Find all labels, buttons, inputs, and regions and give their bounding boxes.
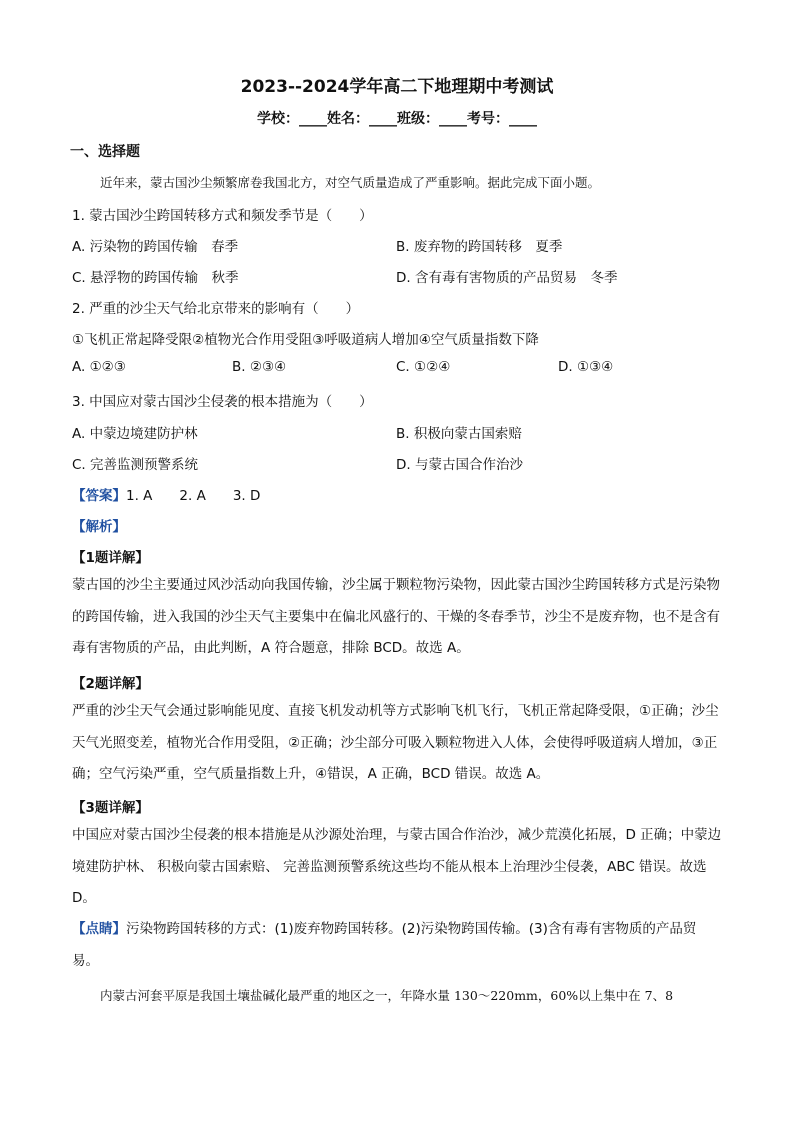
question-2-option-c: C. ①②④ <box>396 359 451 375</box>
section-heading: 一、选择题 <box>70 144 140 160</box>
question-2-option-d: D. ①③④ <box>558 359 614 375</box>
passage-2-intro: 内蒙古河套平原是我国土壤盐碱化最严重的地区之一，年降水量 130～220mm，60%以上集中在 7、8 <box>100 988 674 1003</box>
question-1-option-b: B. 废弃物的跨国转移 夏季 <box>396 239 563 255</box>
detail-2-text: 严重的沙尘天气会通过影响能见度、直接飞机发动机等方式影响飞机飞行，飞机正常起降受限，①正确；沙尘天气光照变差，植物光合作用受阻，②正确；沙尘部分可吸入颗粒物进入人体，会使得呼吸道病人增加，③正确；空气污染严重，空气质量指数上升，④错误，A 正确，BCD 错误。故选 A。 <box>72 703 719 782</box>
question-3-option-b: B. 积极向蒙古国索赔 <box>396 426 522 442</box>
question-3-option-c: C. 完善监测预警系统 <box>72 457 199 473</box>
question-1-stem: 1. 蒙古国沙尘跨国转移方式和频发季节是（ ） <box>72 208 373 224</box>
question-2-option-a: A. ①②③ <box>72 359 126 375</box>
answer-text: 1. A 2. A 3. D <box>126 488 261 504</box>
question-2-option-b: B. ②③④ <box>232 359 287 375</box>
question-1-option-c: C. 悬浮物的跨国传输 秋季 <box>72 270 239 286</box>
analysis-tag: 【解析】 <box>72 519 126 535</box>
detail-1-tag: 【1题详解】 <box>72 550 149 566</box>
question-3-option-a: A. 中蒙边境建防护林 <box>72 426 198 442</box>
question-2-stem: 2. 严重的沙尘天气给北京带来的影响有（ ） <box>72 301 360 317</box>
tip-block <box>72 914 722 977</box>
detail-3-tag: 【3题详解】 <box>72 800 149 816</box>
question-3-stem: 3. 中国应对蒙古国沙尘侵袭的根本措施为（ ） <box>72 394 373 410</box>
detail-1-text: 蒙古国的沙尘主要通过风沙活动向我国传输，沙尘属于颗粒物污染物，因此蒙古国沙尘跨国转移方式是污染物的跨国传输，进入我国的沙尘天气主要集中在偏北风盛行的、干燥的冬春季节，沙尘不是废弃物，也不是含有毒有害物质的产品，由此判断，A 符合题意，排除 BCD。故选 A。 <box>72 577 720 656</box>
tip-text: 污染物跨国转移的方式：(1)废弃物跨国转移。(2)污染物跨国传输。(3)含有毒有害物质的产品贸易。 <box>72 921 697 969</box>
question-3-option-d: D. 与蒙古国合作治沙 <box>396 457 523 473</box>
page-title: 2023--2024学年高二下地理期中考测试 <box>240 77 554 97</box>
question-1-option-a: A. 污染物的跨国传输 春季 <box>72 239 239 255</box>
answer-tag: 【答案】 <box>72 488 126 504</box>
detail-3-text: 中国应对蒙古国沙尘侵袭的根本措施是从沙源处治理，与蒙古国合作治沙，减少荒漠化拓展，D 正确；中蒙边境建防护林、 积极向蒙古国索赔、 完善监测预警系统这些均不能从根本上治理沙尘侵袭，ABC 错误。故选 D。 <box>72 827 722 906</box>
passage-intro: 近年来，蒙古国沙尘频繁席卷我国北方，对空气质量造成了严重影响。据此完成下面小题。 <box>100 175 601 190</box>
tip-tag: 【点睛】 <box>72 921 126 937</box>
question-1-option-d: D. 含有毒有害物质的产品贸易 冬季 <box>396 270 618 286</box>
question-2-statements: ①飞机正常起降受限②植物光合作用受阻③呼吸道病人增加④空气质量指数下降 <box>72 332 539 348</box>
student-info-line: 学校：____姓名：____班级：____考号：____ <box>257 111 537 127</box>
answer-line <box>72 484 260 504</box>
detail-2-tag: 【2题详解】 <box>72 676 149 692</box>
